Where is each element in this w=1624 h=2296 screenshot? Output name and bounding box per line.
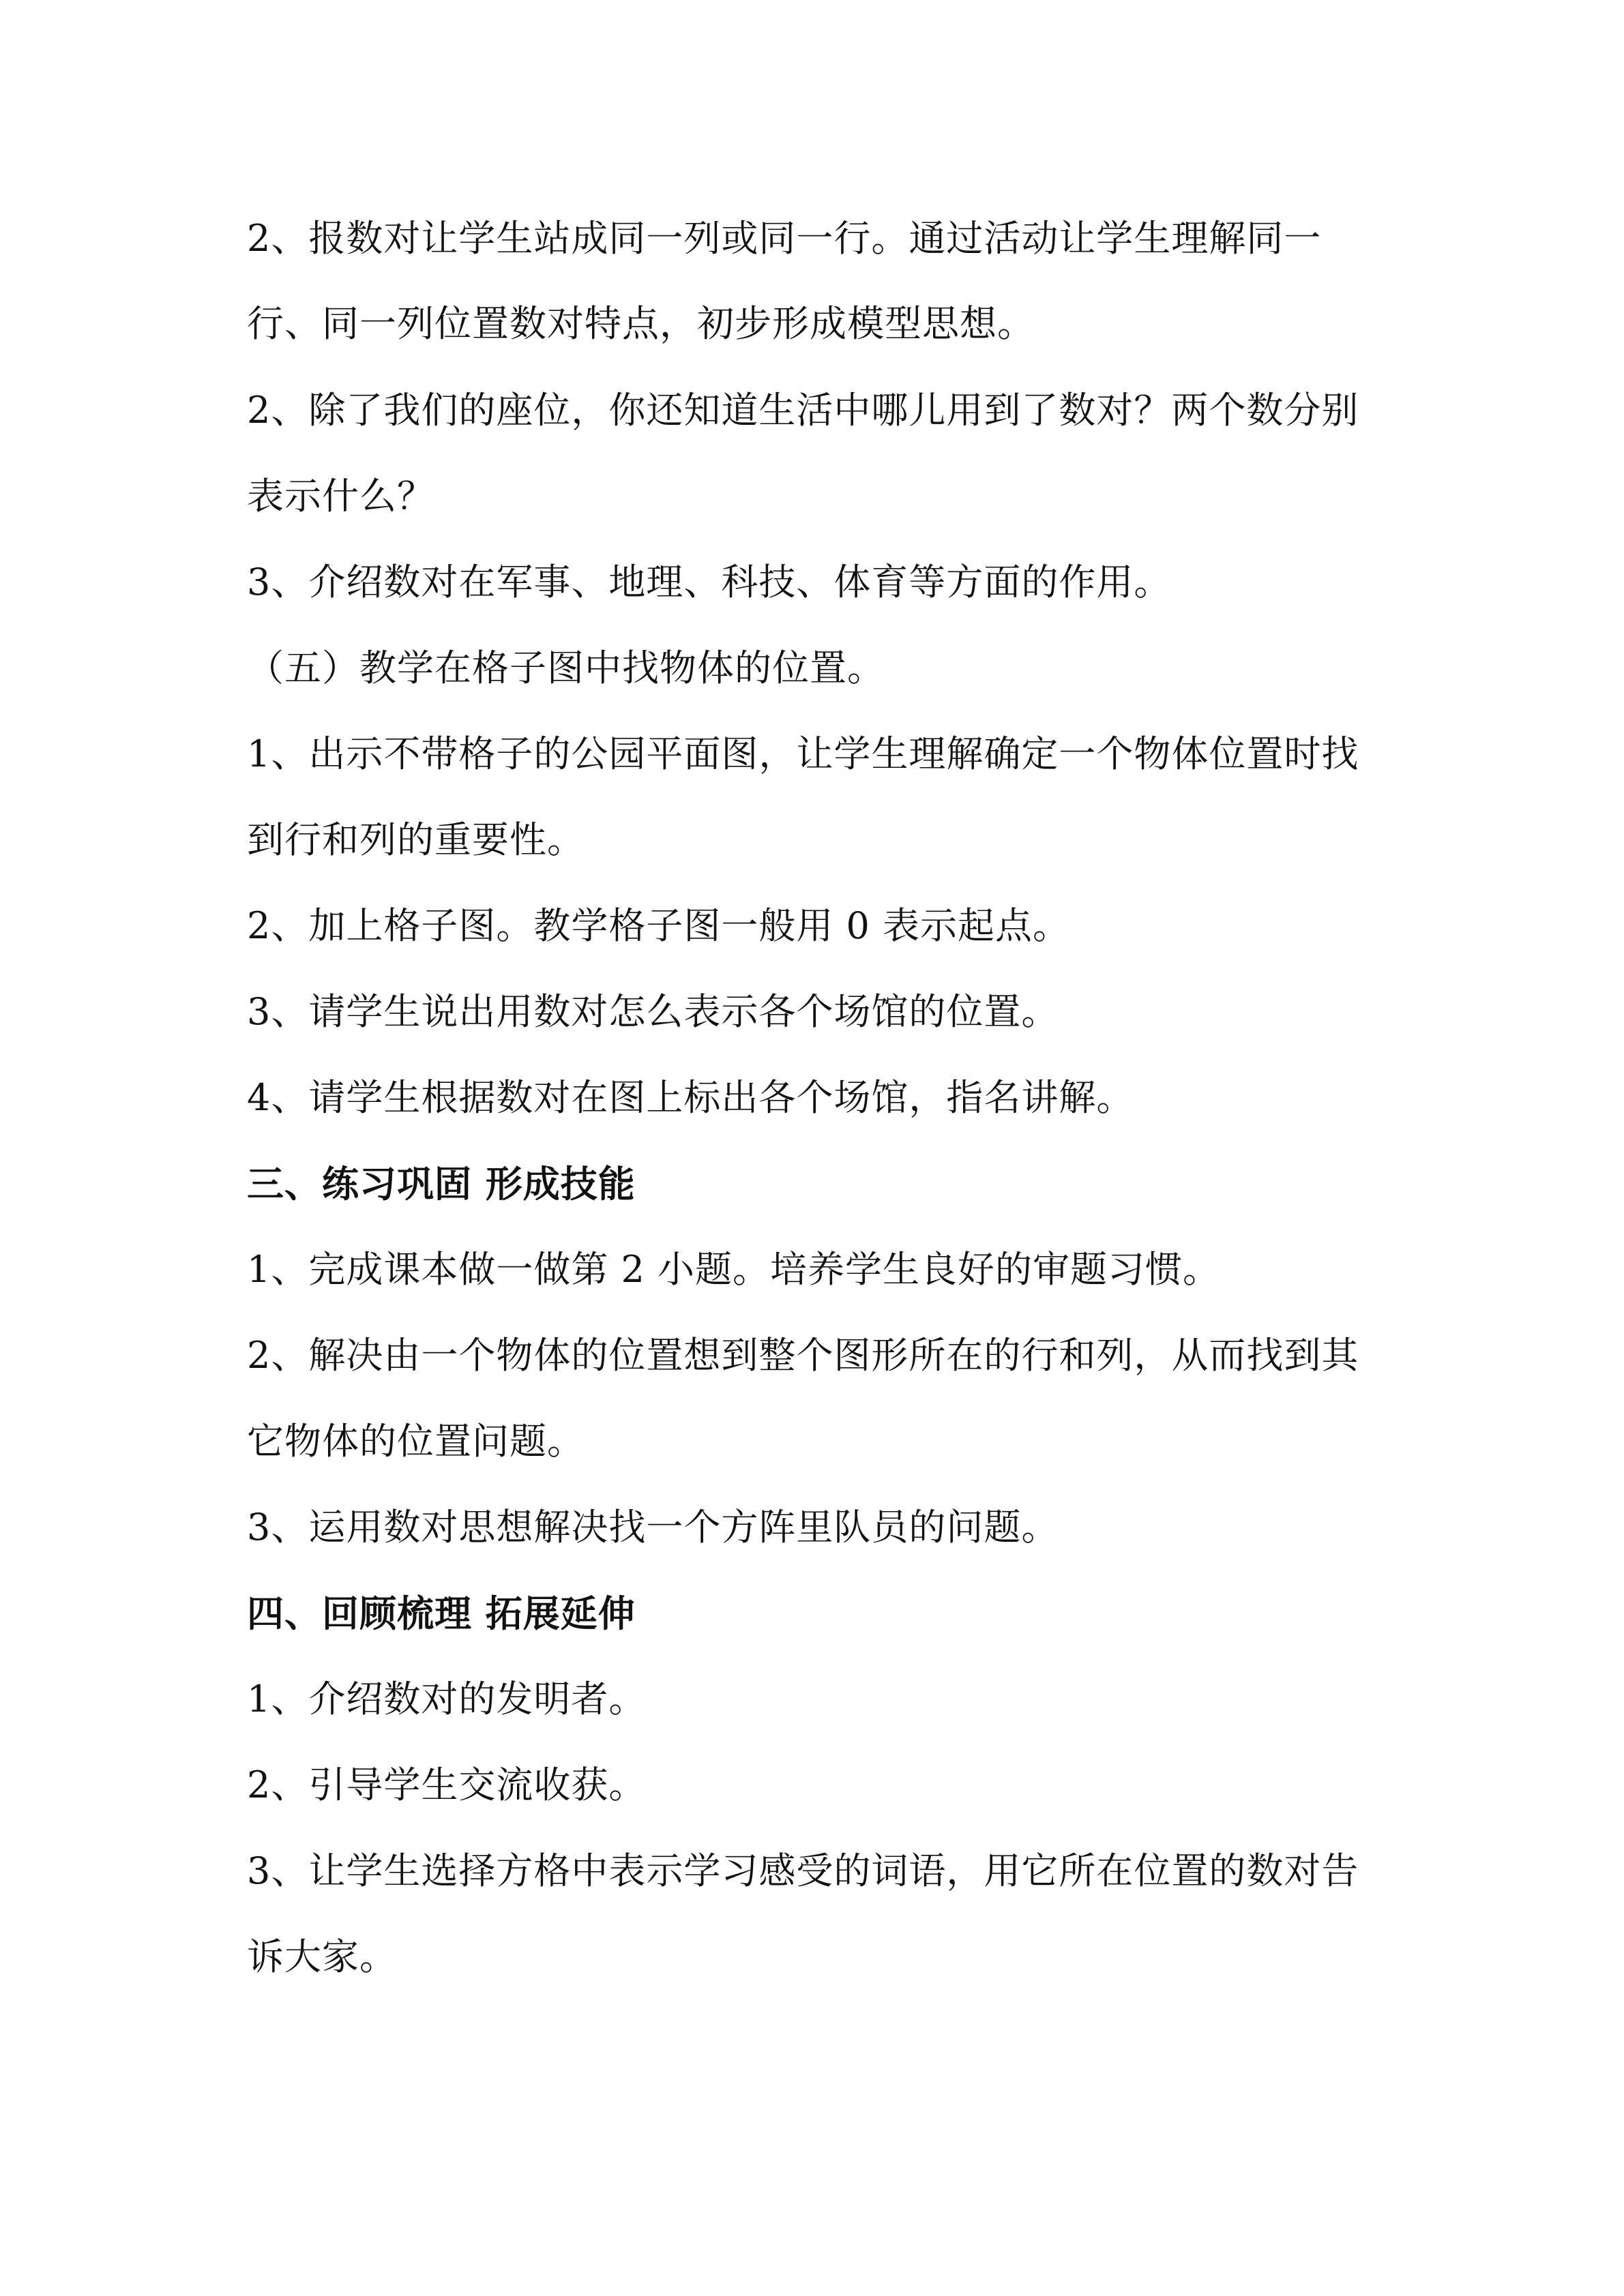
paragraph-line: 3、运用数对思想解决找一个方阵里队员的问题。 (247, 1506, 1059, 1549)
paragraph-line: 3、请学生说出用数对怎么表示各个场馆的位置。 (247, 990, 1059, 1033)
paragraph-line: 4、请学生根据数对在图上标出各个场馆，指名讲解。 (247, 1076, 1134, 1119)
paragraph-line: 行、同一列位置数对特点，初步形成模型思想。 (247, 302, 1035, 345)
paragraph-line: 1、出示不带格子的公园平面图，让学生理解确定一个物体位置时找 (247, 732, 1359, 775)
section-heading: 三、练习巩固 形成技能 (247, 1162, 636, 1206)
paragraph-line: 2、除了我们的座位，你还知道生活中哪儿用到了数对？两个数分别 (247, 389, 1359, 432)
paragraph-line: 1、完成课本做一做第 2 小题。培养学生良好的审题习惯。 (247, 1248, 1221, 1291)
paragraph-line: 2、加上格子图。教学格子图一般用 0 表示起点。 (247, 904, 1071, 947)
paragraph-line: 3、介绍数对在军事、地理、科技、体育等方面的作用。 (247, 561, 1172, 603)
paragraph-line: 它物体的位置问题。 (247, 1420, 585, 1463)
paragraph-line: 诉大家。 (247, 1935, 397, 1978)
section-subheading: （五）教学在格子图中找物体的位置。 (247, 646, 885, 689)
paragraph-line: 2、报数对让学生站成同一列或同一行。通过活动让学生理解同一 (247, 217, 1322, 260)
section-heading: 四、回顾梳理 拓展延伸 (247, 1592, 636, 1635)
paragraph-line: 2、引导学生交流收获。 (247, 1763, 647, 1806)
paragraph-line: 表示什么？ (247, 475, 434, 518)
paragraph-line: 2、解决由一个物体的位置想到整个图形所在的行和列，从而找到其 (247, 1334, 1359, 1377)
paragraph-line: 1、介绍数对的发明者。 (247, 1678, 647, 1720)
paragraph-line: 到行和列的重要性。 (247, 818, 585, 861)
paragraph-line: 3、让学生选择方格中表示学习感受的词语，用它所在位置的数对告 (247, 1849, 1359, 1892)
